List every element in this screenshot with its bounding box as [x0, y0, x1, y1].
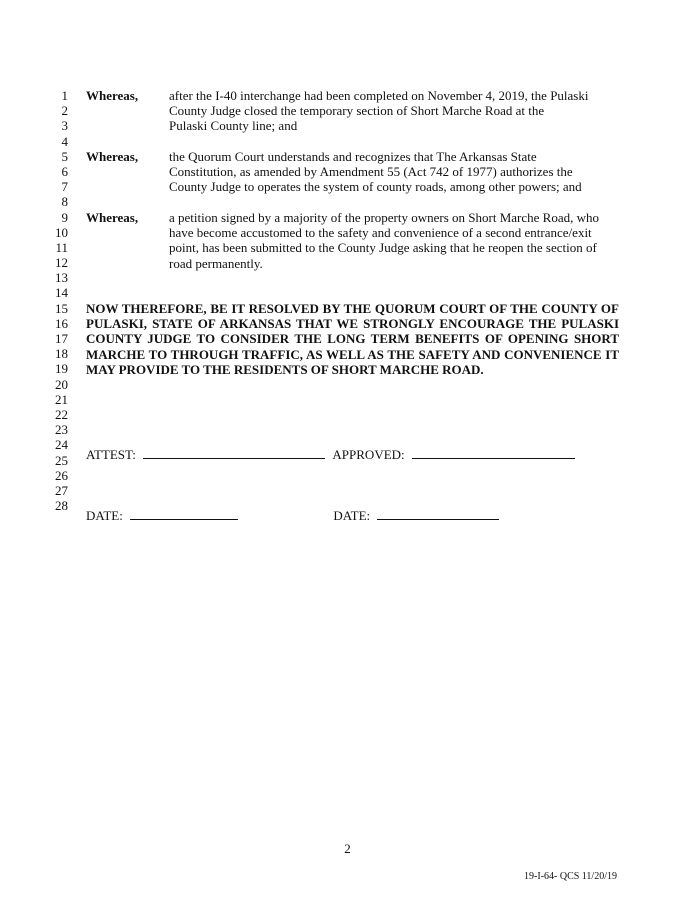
date-row [86, 508, 499, 524]
line-number: 17 [55, 331, 68, 346]
line-number: 6 [61, 163, 68, 179]
date-left-line[interactable] [130, 508, 238, 520]
line-number: 13 [55, 270, 68, 286]
line-number: 7 [61, 179, 68, 195]
clause-line: have become accustomed to the safety and convenience of a second entrance/exit [169, 225, 592, 241]
approved-signature-line[interactable] [412, 447, 575, 459]
line-number: 15 [55, 300, 68, 316]
clause-line: a petition signed by a majority of the property owners on Short Marche Road, who [169, 210, 599, 225]
clause-body [169, 88, 624, 134]
line-number: 22 [55, 406, 68, 422]
date-right-line[interactable] [377, 508, 499, 520]
line-number: 9 [61, 209, 68, 225]
date-label-right: DATE: [333, 508, 371, 523]
line-number: 26 [55, 467, 68, 483]
line-number-column [50, 88, 68, 513]
line-number: 18 [55, 346, 68, 362]
line-number: 10 [55, 224, 68, 240]
line-number: 2 [61, 103, 68, 119]
line-number: 27 [55, 482, 68, 498]
clause-line: the Quorum Court understands and recognizes that The Arkansas State [169, 149, 537, 164]
attest-signature-line[interactable] [143, 447, 325, 459]
clause-line: Constitution, as amended by Amendment 55 (Act 742 of 1977) authorizes the [169, 164, 573, 180]
line-number: 21 [55, 391, 68, 407]
line-number: 19 [55, 361, 68, 377]
clause-line: Pulaski County line; and [169, 118, 298, 134]
resolution-text: NOW THEREFORE, BE IT RESOLVED BY THE QUORUM COURT OF THE COUNTY OF PULASKI, STATE OF ARKANSAS THAT WE STRONGLY ENCOURAGE THE PULASKI COUNTY JUDGE TO CONSIDER THE LONG TERM BENEFITS OF OPENING SHORT MARCHE TO THROUGH TRAFFIC, AS WELL AS THE SAFETY AND CONVENIENCE IT MAY PROVIDE TO THE RESIDENTS OF SHORT MARCHE ROAD. [86, 301, 619, 377]
line-number: 11 [55, 239, 68, 255]
clause-body [169, 149, 624, 195]
line-number: 14 [55, 285, 68, 301]
clause-line: County Judge to operates the system of county roads, among other powers; and [169, 179, 582, 195]
clause-label: Whereas, [86, 88, 139, 103]
line-number: 28 [55, 498, 68, 514]
line-number: 8 [61, 194, 68, 210]
line-number: 23 [55, 422, 68, 438]
line-number: 3 [61, 118, 68, 134]
clause-line: after the I-40 interchange had been completed on November 4, 2019, the Pulaski [169, 88, 589, 103]
line-number: 25 [55, 452, 68, 468]
footer-document-code: 19-I-64- QCS 11/20/19 [524, 871, 617, 882]
clause-line: point, has been submitted to the County Judge asking that he reopen the section of [169, 240, 597, 256]
clause-line: County Judge closed the temporary section of Short Marche Road at the [169, 103, 545, 119]
page-number: 2 [344, 841, 351, 856]
approved-label: APPROVED: [332, 447, 405, 462]
line-number: 16 [55, 315, 68, 331]
line-number: 12 [55, 255, 68, 271]
clause-label: Whereas, [86, 149, 139, 164]
line-number: 1 [61, 88, 68, 103]
attest-approved-row [86, 447, 575, 463]
line-number: 24 [55, 437, 68, 453]
date-label-left: DATE: [86, 508, 123, 523]
line-number: 4 [61, 133, 68, 149]
clause-line: road permanently. [169, 255, 263, 271]
line-number: 5 [61, 148, 68, 164]
attest-label: ATTEST: [86, 447, 136, 462]
line-number: 20 [55, 376, 68, 392]
clause-label: Whereas, [86, 210, 139, 225]
clause-body [169, 210, 624, 271]
